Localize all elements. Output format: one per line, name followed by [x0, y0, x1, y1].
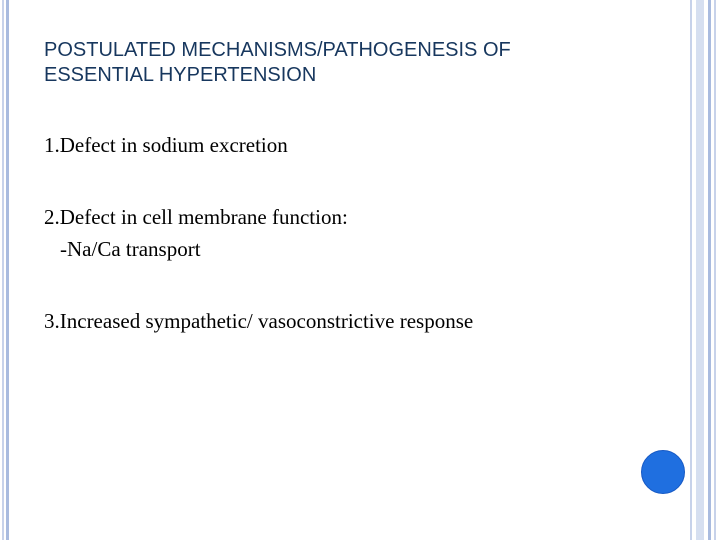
left-border-line-1 — [2, 0, 4, 540]
list-item-sodium-excretion: 1.Defect in sodium excretion — [44, 133, 288, 157]
right-border-line-2 — [696, 0, 704, 540]
decorative-circle — [641, 450, 685, 494]
right-border-line-4 — [714, 0, 716, 540]
right-border-line-3 — [708, 0, 711, 540]
right-decorative-border — [688, 0, 720, 540]
list-item-sympathetic-response: 3.Increased sympathetic/ vasoconstrictive response — [44, 309, 474, 333]
right-border-line-1 — [690, 0, 692, 540]
slide-title-line-2: ESSENTIAL HYPERTENSION — [44, 64, 317, 86]
slide-title — [44, 38, 664, 88]
left-decorative-border — [0, 0, 12, 540]
left-border-line-2 — [6, 0, 9, 540]
list-subitem-na-ca-transport: -Na/Ca transport — [60, 237, 201, 261]
list-item-cell-membrane: 2.Defect in cell membrane function: — [44, 205, 348, 229]
slide-title-line-1: POSTULATED MECHANISMS/PATHOGENESIS OF — [44, 39, 511, 61]
